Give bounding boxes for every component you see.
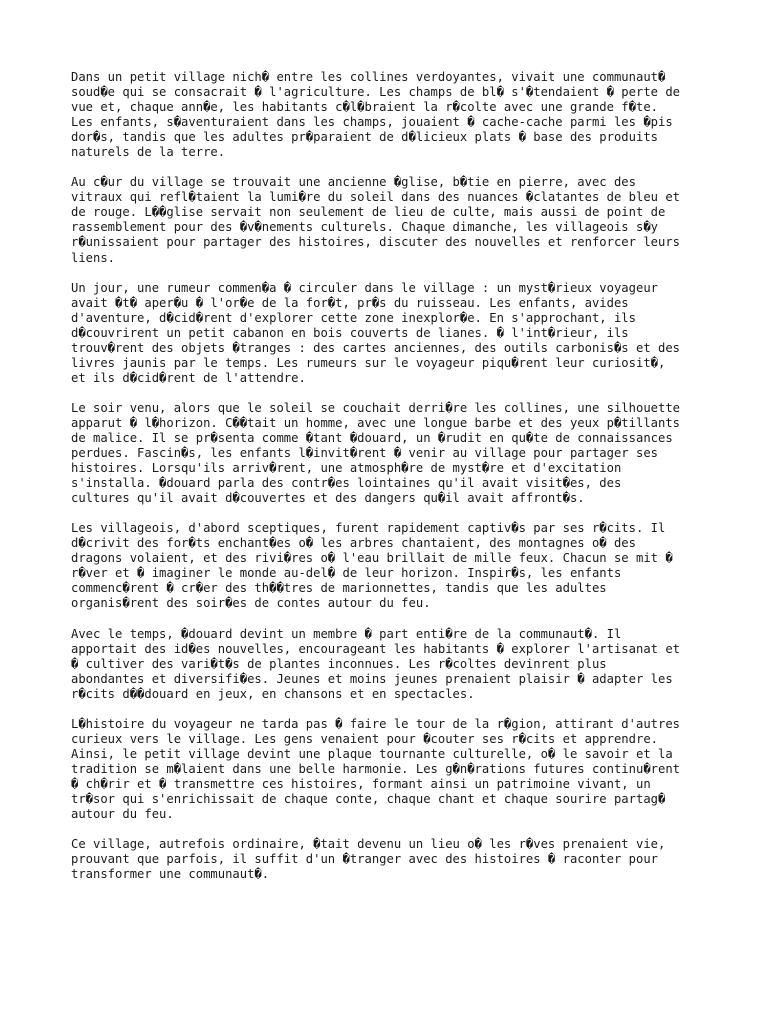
paragraph-8: Ce village, autrefois ordinaire, �tait devenu un lieu o� les r�ves prenaient vie, prouvant que parfois, il suffit d'un �tranger avec des histoires � raconter pour transformer une communaut�. [71, 837, 666, 882]
document-page [71, 70, 711, 897]
paragraph-1: Dans un petit village nich� entre les collines verdoyantes, vivait une communaut� soud�e qui se consacrait � l'agriculture. Les champs de bl� s'�tendaient � perte de vue et, chaque ann�e, les habitants c�l�braient la r�colte avec une grande f�te. Les enfants, s�aventuraient dans les champs, jouaient � cache-cache parmi les �pis dor�s, tandis que les adultes pr�paraient de d�licieux plats � base des produits naturels de la terre. [71, 70, 681, 160]
paragraph-7: L�histoire du voyageur ne tarda pas � faire le tour de la r�gion, attirant d'autres curieux vers le village. Les gens venaient pour �couter ses r�cits et apprendre. Ainsi, le petit village devint une plaque tournante culturelle, o� le savoir et la tradition se m�laient dans une belle harmonie. Les g�n�rations futures continu�rent � ch�rir et � transmettre ces histoires, formant ainsi un patrimoine vivant, un tr�sor qui s'enrichissait de chaque conte, chaque chant et chaque sourire partag� autour du feu. [71, 716, 681, 822]
paragraph-6: Avec le temps, �douard devint un membre � part enti�re de la communaut�. Il apportait des id�es nouvelles, encourageant les habitants � explorer l'artisanat et � cultiver des vari�t�s de plantes inconnues. Les r�coltes devinrent plus abondantes et diversifi�es. Jeunes et moins jeunes prenaient plaisir � adapter les r�cits d��douard en jeux, en chansons et en spectacles. [71, 626, 681, 701]
paragraph-5: Les villageois, d'abord sceptiques, furent rapidement captiv�s par ses r�cits. Il d�crivit des for�ts enchant�es o� les arbres chantaient, des montagnes o� des dragons volaient, et des rivi�res o� l'eau brillait de mille feux. Chacun se mit � r�ver et � imaginer le monde au-del� de leur horizon. Inspir�s, les enfants commenc�rent � cr�er des th��tres de marionnettes, tandis que les adultes organis�rent des soir�es de contes autour du feu. [71, 521, 673, 611]
paragraph-3: Un jour, une rumeur commen�a � circuler dans le village : un myst�rieux voyageur avait �t� aper�u � l'or�e de la for�t, pr�s du ruisseau. Les enfants, avides d'aventure, d�cid�rent d'explorer cette zone inexplor�e. En s'approchant, ils d�couvrirent un petit cabanon en bois couverts de lianes. � l'int�rieur, ils trouv�rent des objets �tranges : des cartes anciennes, des outils carbonis�s et des livres jaunis par le temps. Les rumeurs sur le voyageur piqu�rent leur curiosit�, et ils d�cid�rent de l'attendre. [71, 280, 681, 385]
paragraph-4: Le soir venu, alors que le soleil se couchait derri�re les collines, une silhouette apparut � l�horizon. C��tait un homme, avec une longue barbe et des yeux p�tillants de malice. Il se pr�senta comme �tant �douard, un �rudit en qu�te de connaissances perdues. Fascin�s, les enfants l�invit�rent � venir au village pour partager ses histoires. Lorsqu'ils arriv�rent, une atmosph�re de myst�re et d'excitation s'installa. �douard parla des contr�es lointaines qu'il avait visit�es, des cultures qu'il avait d�couvertes et des dangers qu�il avait affront�s. [71, 400, 681, 506]
paragraph-2: Au c�ur du village se trouvait une ancienne �glise, b�tie en pierre, avec des vitraux qui refl�taient la lumi�re du soleil dans des nuances �clatantes de bleu et de rouge. L��glise servait non seulement de lieu de culte, mais aussi de point de rassemblement pour des �v�nements culturels. Chaque dimanche, les villageois s�y r�unissaient pour partager des histoires, discuter des nouvelles et renforcer leurs liens. [71, 175, 681, 265]
